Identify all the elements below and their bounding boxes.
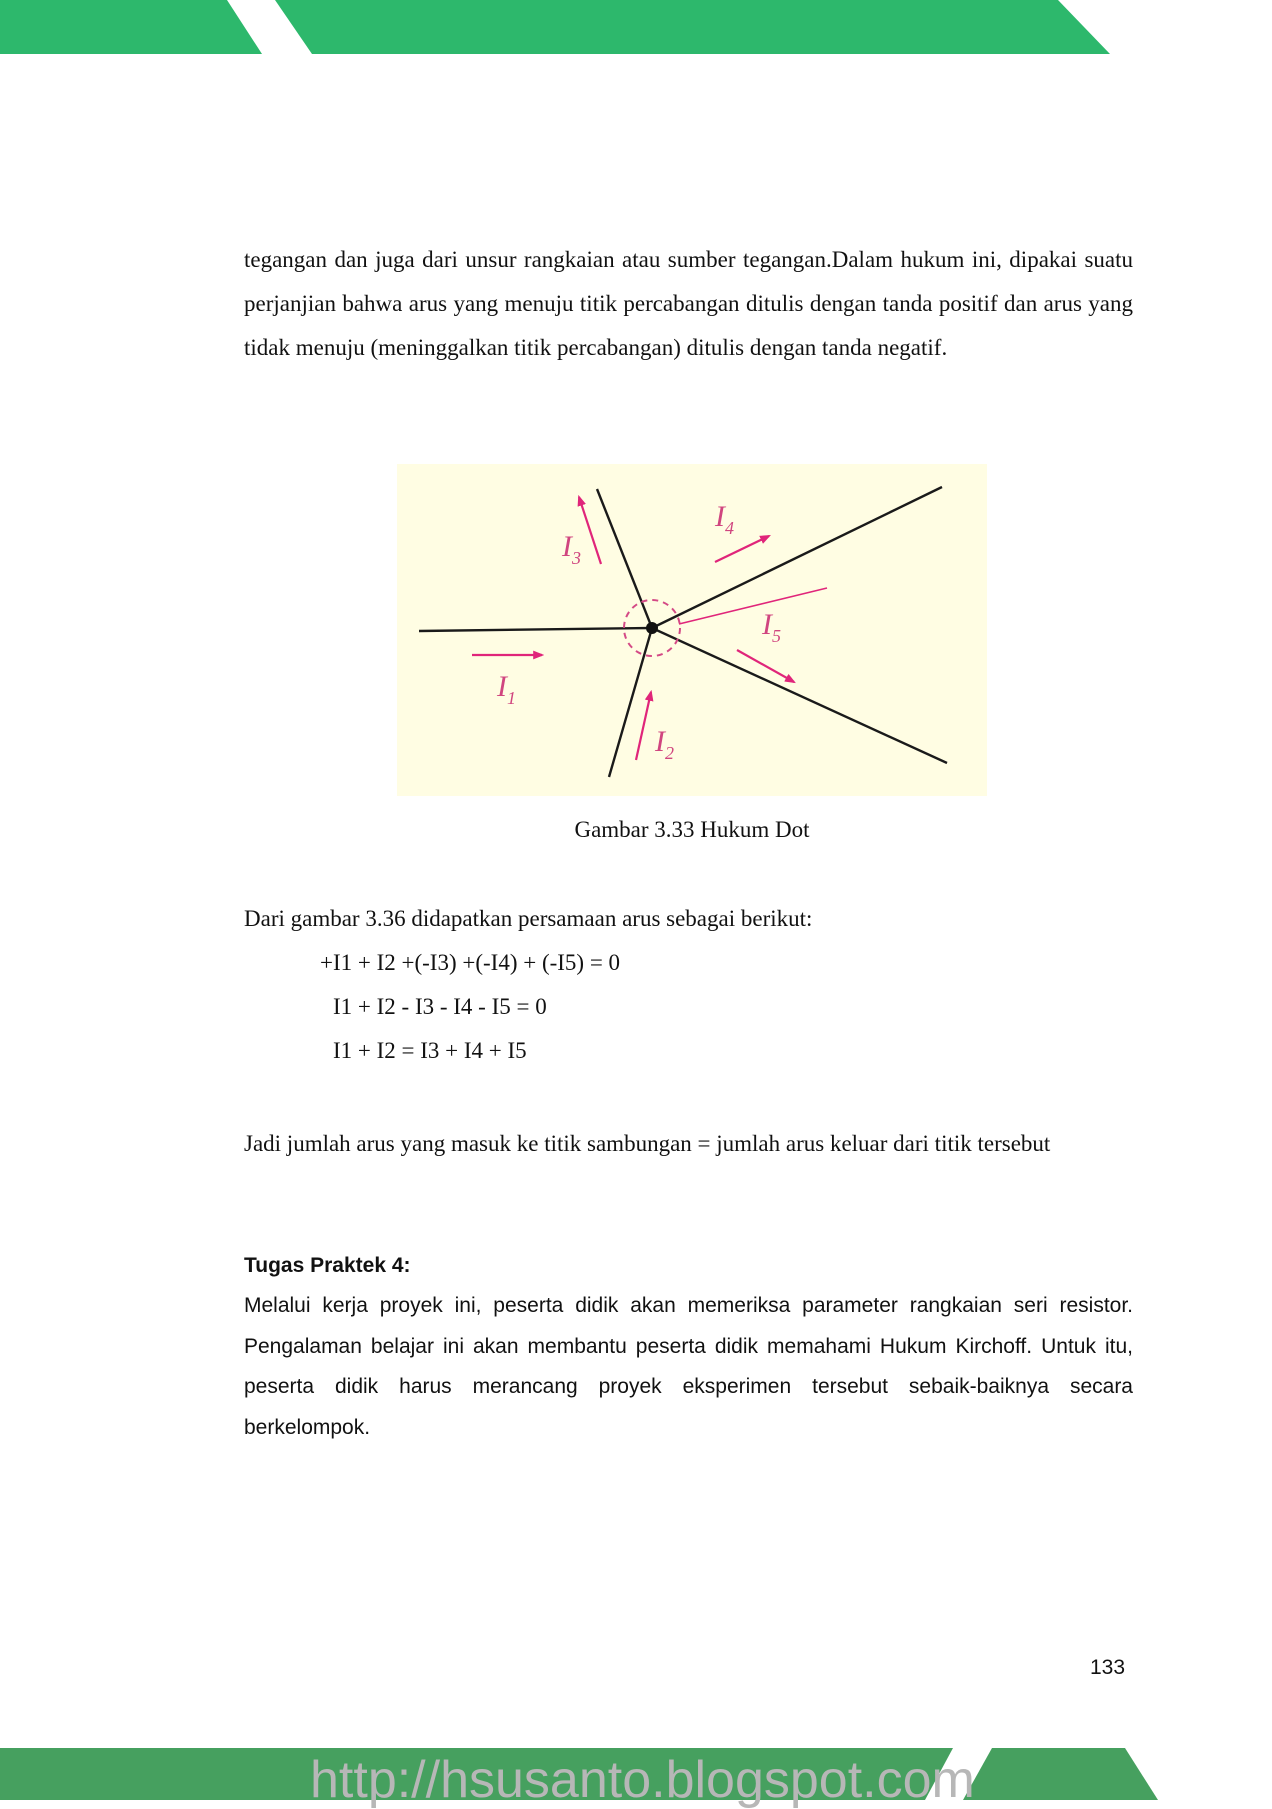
intro-paragraph: tegangan dan juga dari unsur rangkaian atau sumber tegangan.Dalam hukum ini, dipakai suatu perjanjian bahwa arus yang menuju titik percabangan ditulis dengan tanda positif dan arus yang tidak menuju (meninggalkan titik percabangan) ditulis dengan tanda negatif.	[244, 247, 1133, 360]
task-title: Tugas Praktek 4:	[244, 1254, 411, 1277]
label-i2: $I_2$	[655, 725, 674, 763]
junction-diagram	[397, 464, 987, 796]
header-band	[0, 0, 1272, 54]
watermark-url: http://hsusanto.blogspot.com	[310, 1751, 975, 1809]
figure-caption: Gambar 3.33 Hukum Dot	[574, 817, 810, 842]
hukum-dot-figure	[397, 464, 987, 796]
equations-lead: Dari gambar 3.36 didapatkan persamaan arus sebagai berikut:	[244, 906, 813, 931]
label-i4: $I_4$	[715, 500, 734, 538]
arrow-i4	[715, 536, 769, 562]
conclusion-paragraph: Jadi jumlah arus yang masuk ke titik sambungan = jumlah arus keluar dari titik tersebut	[244, 1131, 1051, 1156]
task-body: Melalui kerja proyek ini, peserta didik akan memeriksa parameter rangkaian seri resistor. Pengalaman belajar ini akan membantu peserta didik memahami Hukum Kirchoff. Untuk itu, peserta didik harus merancang proyek eksperimen tersebut sebaik-baiknya secara berkelompok.	[244, 1294, 1133, 1439]
equation-line: I1 + I2 - I3 - I4 - I5 = 0	[333, 994, 547, 1019]
label-i1: $I_1$	[497, 670, 516, 708]
label-i5: $I_5$	[762, 608, 781, 646]
junction-dot	[646, 622, 658, 634]
equation-line: +I1 + I2 +(-I3) +(-I4) + (-I5) = 0	[320, 950, 621, 975]
label-i3: $I_3$	[562, 530, 581, 568]
wires	[419, 487, 947, 777]
equation-line: I1 + I2 = I3 + I4 + I5	[333, 1038, 527, 1063]
page-number: 133	[1090, 1656, 1126, 1679]
arrow-i3	[579, 497, 601, 564]
arrow-i2	[636, 692, 651, 760]
arrow-i5	[737, 650, 794, 682]
